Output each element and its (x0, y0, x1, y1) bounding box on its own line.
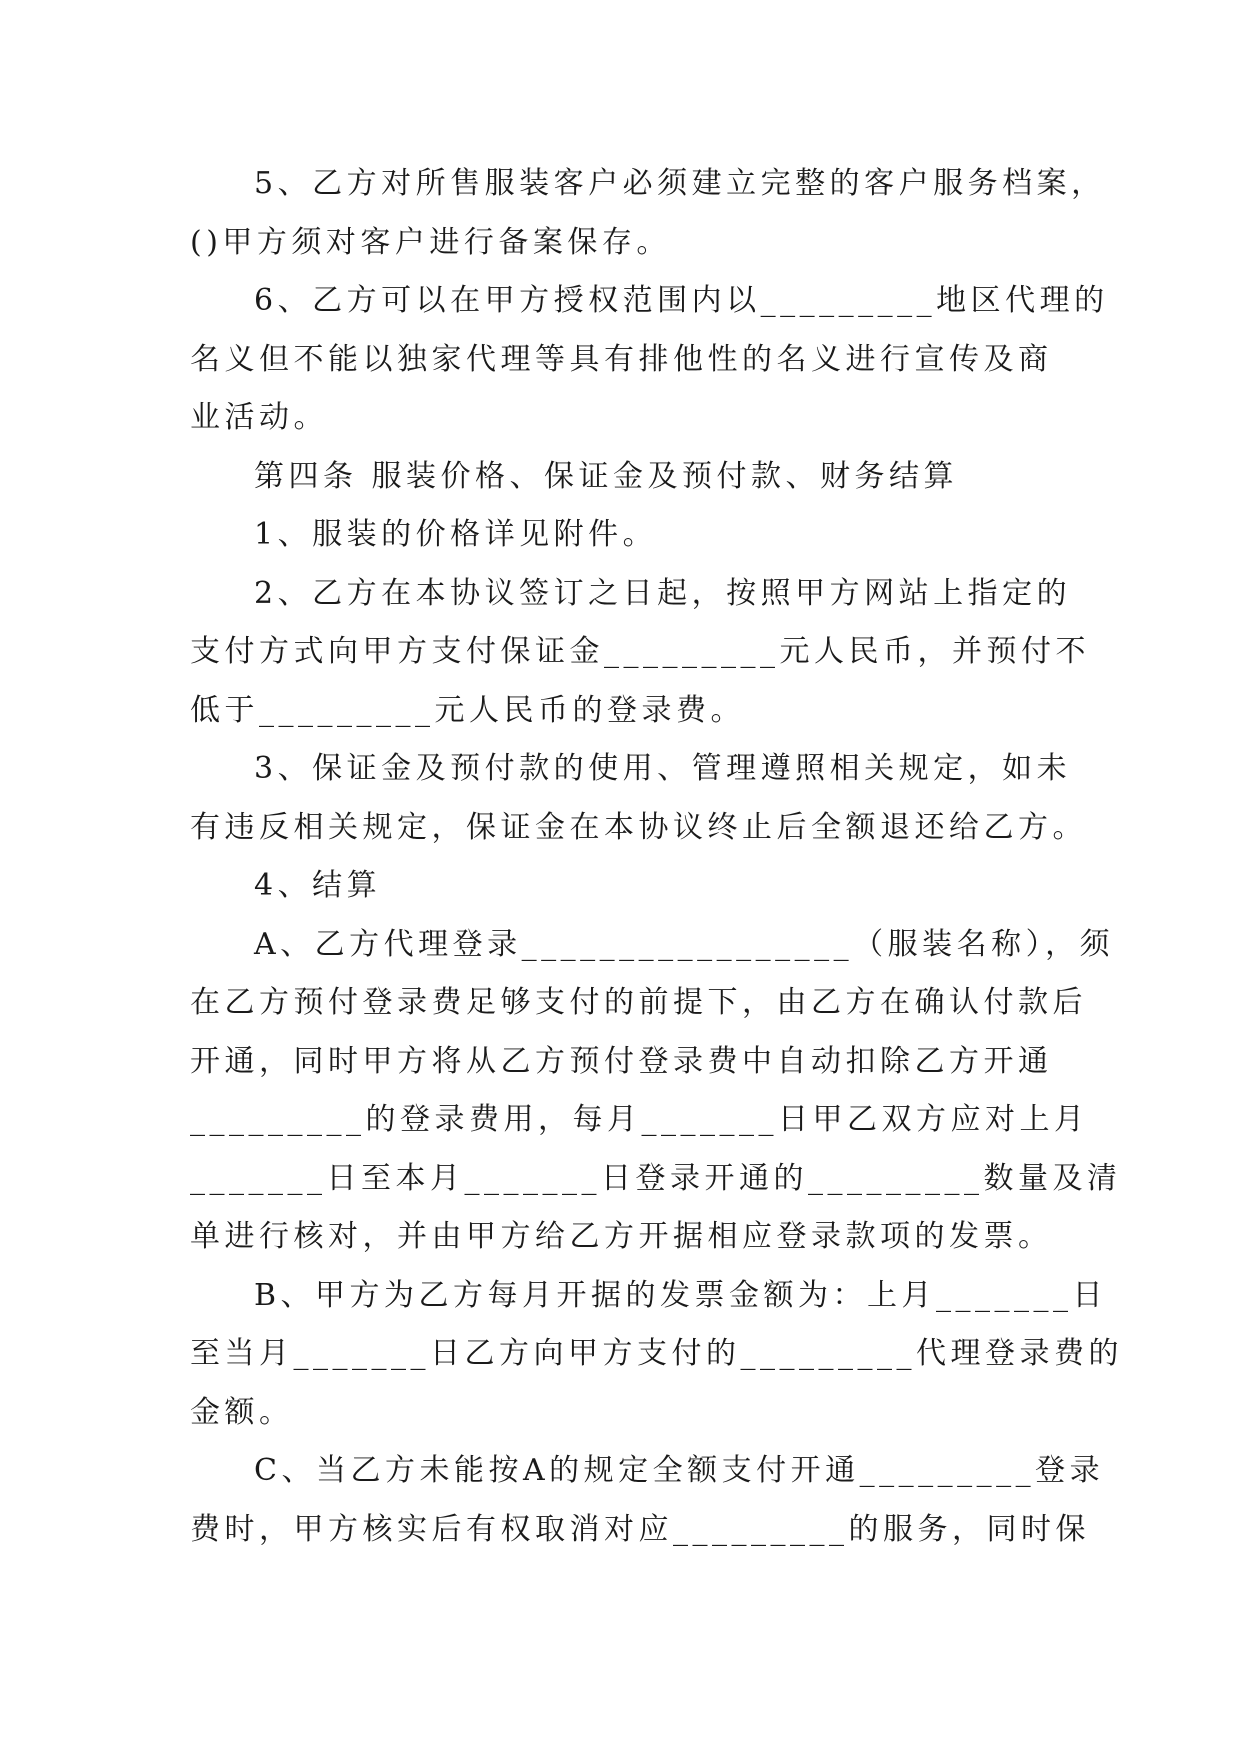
text-line: _________的登录费用，每月_______日甲乙双方应对上月 (190, 1102, 1089, 1137)
text-line: 开通，同时甲方将从乙方预付登录费中自动扣除乙方开通 (190, 1043, 1053, 1079)
text-line: A、乙方代理登录_________________（服装名称），须 (254, 926, 1115, 962)
text-line: 有违反相关规定，保证金在本协议终止后全额退还给乙方。 (190, 809, 1087, 845)
text-line: 金额。 (190, 1394, 294, 1430)
text-line: 支付方式向甲方支付保证金_________元人民币，并预付不 (190, 634, 1090, 669)
document-body (190, 155, 1123, 1559)
text-line: 单进行核对，并由甲方给乙方开据相应登录款项的发票。 (190, 1219, 1053, 1254)
text-line: 2、乙方在本协议签订之日起，按照甲方网站上指定的 (254, 575, 1072, 611)
text-line: 在乙方预付登录费足够支付的前提下，由乙方在确认付款后 (190, 985, 1087, 1020)
text-line: _______日至本月_______日登录开通的_________数量及清 (190, 1160, 1122, 1196)
text-line: 6、乙方可以在甲方授权范围内以_________地区代理的 (254, 283, 1109, 318)
text-line: 费时，甲方核实后有权取消对应_________的服务，同时保 (190, 1511, 1090, 1547)
text-line: 5、乙方对所售服装客户必须建立完整的客户服务档案， (254, 166, 1106, 201)
text-line: ()甲方须对客户进行备案保存。 (190, 224, 671, 260)
text-line: 名义但不能以独家代理等具有排他性的名义进行宣传及商 (190, 341, 1053, 377)
section-heading: 第四条 服装价格、保证金及预付款、财务结算 (254, 458, 959, 494)
text-line: 3、保证金及预付款的使用、管理遵照相关规定，如未 (254, 751, 1072, 786)
text-line: 4、结算 (254, 868, 382, 903)
text-line: 1、服装的价格详见附件。 (254, 517, 658, 552)
text-line: 低于_________元人民币的登录费。 (190, 692, 745, 728)
text-line: 至当月_______日乙方向甲方支付的_________代理登录费的 (190, 1336, 1123, 1371)
text-line: C、当乙方未能按A的规定全额支付开通_________登录 (254, 1453, 1105, 1488)
text-line: B、甲方为乙方每月开据的发票金额为：上月_______日 (254, 1277, 1108, 1313)
text-line: 业活动。 (190, 400, 328, 435)
